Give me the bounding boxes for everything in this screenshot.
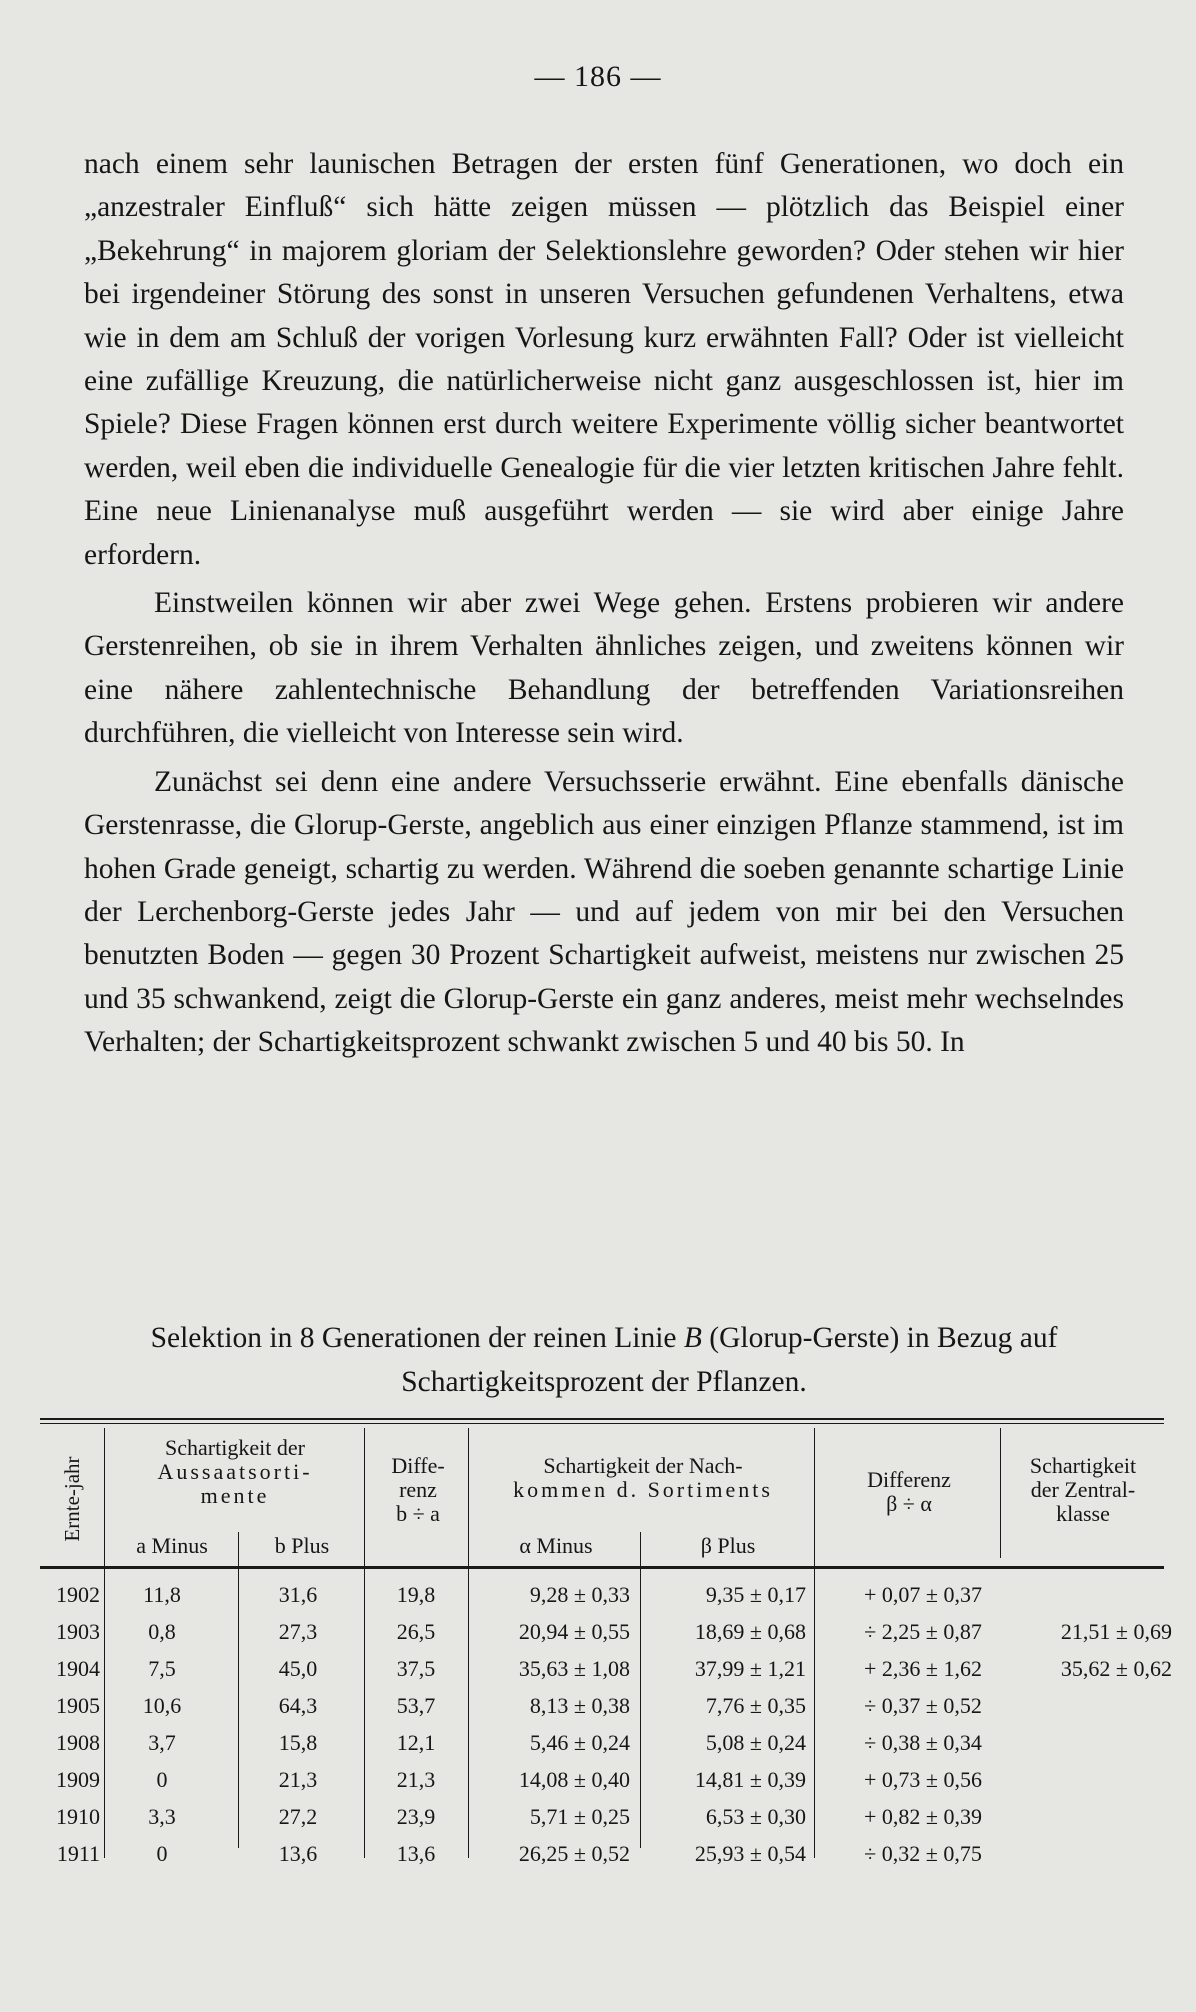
cell-difference-beta-alpha: ÷ 0,37 ± 0,52 <box>864 1693 982 1718</box>
header-year: Ernte-jahr <box>60 1456 84 1542</box>
table-header-rule <box>40 1566 1164 1569</box>
cell-b-plus: 13,6 <box>278 1841 318 1866</box>
cell-difference: 37,5 <box>396 1656 436 1681</box>
cell-difference-beta-alpha: + 0,82 ± 0,39 <box>864 1804 982 1829</box>
cell-beta-plus: 37,99 ± 1,21 <box>694 1656 806 1681</box>
cell-difference-beta-alpha: ÷ 0,38 ± 0,34 <box>864 1730 982 1755</box>
cell-beta-plus: 7,76 ± 0,35 <box>705 1693 806 1718</box>
header-beta-plus: β Plus <box>700 1533 756 1558</box>
cell-central-class: 35,62 ± 0,62 <box>1060 1656 1172 1681</box>
cell-b-plus: 27,2 <box>278 1804 318 1829</box>
cell-difference: 26,5 <box>396 1619 436 1644</box>
header-alpha-minus: α Minus <box>519 1533 593 1558</box>
cell-b-plus: 27,3 <box>278 1619 318 1644</box>
cell-beta-plus: 5,08 ± 0,24 <box>705 1730 806 1755</box>
cell-beta-plus: 14,81 ± 0,39 <box>694 1767 806 1792</box>
cell-difference-beta-alpha: ÷ 0,32 ± 0,75 <box>864 1841 982 1866</box>
header-central-class: Schartigkeit der Zentral- klasse <box>1029 1453 1137 1526</box>
cell-a-minus: 0 <box>156 1767 168 1792</box>
cell-alpha-minus: 9,28 ± 0,33 <box>529 1582 630 1607</box>
cell-alpha-minus: 5,46 ± 0,24 <box>529 1730 630 1755</box>
table-rule-top-inner <box>40 1423 1164 1424</box>
cell-alpha-minus: 35,63 ± 1,08 <box>518 1656 630 1681</box>
table-row <box>40 1613 1172 1650</box>
selection-table <box>40 1418 1172 1866</box>
table-row <box>40 1724 1164 1761</box>
table-row <box>40 1798 1164 1835</box>
cell-year: 1909 <box>56 1767 100 1792</box>
cell-difference-beta-alpha: + 0,73 ± 0,56 <box>864 1767 982 1792</box>
cell-a-minus: 0,8 <box>148 1619 176 1644</box>
cell-difference-beta-alpha: + 0,07 ± 0,37 <box>864 1582 982 1607</box>
cell-difference: 23,9 <box>396 1804 436 1829</box>
cell-alpha-minus: 5,71 ± 0,25 <box>529 1804 630 1829</box>
column-divider <box>1000 1428 1001 1558</box>
table-row <box>40 1687 1164 1724</box>
cell-year: 1905 <box>56 1693 100 1718</box>
cell-year: 1902 <box>56 1582 100 1607</box>
cell-difference-beta-alpha: ÷ 2,25 ± 0,87 <box>864 1619 982 1644</box>
cell-a-minus: 10,6 <box>142 1693 182 1718</box>
header-b-plus: b Plus <box>274 1533 330 1558</box>
cell-central-class: 21,51 ± 0,69 <box>1060 1619 1172 1644</box>
cell-a-minus: 3,3 <box>148 1804 176 1829</box>
caption-text: (Glorup-Gerste) in Bezug auf Schartigkeitsprozent der Pflanzen. <box>401 1322 1058 1398</box>
paragraph: nach einem sehr launischen Betragen der ersten fünf Generationen, wo doch ein „anzestraler Einfluß“ sich hätte zeigen müssen — plötzlich das Beispiel einer „Bekehrung“ in majorem gloriam der Selektionslehre geworden? Oder stehen wir hier bei irgendeiner Störung des sonst in unseren Versuchen gefundenen Verhaltens, etwa wie in dem am Schluß der vorigen Vorlesung kurz erwähnten Fall? Oder ist vielleicht eine zufällige Kreuzung, die natürlicherweise nicht ganz ausgeschlossen ist, hier im Spiele? Diese Fragen können erst durch weitere Experimente völlig sicher beantwortet werden, weil eben die individuelle Genealogie für die vier letzten kritischen Jahre fehlt. Eine neue Linienanalyse muß ausgeführt werden — sie wird aber einige Jahre erfordern. <box>84 148 1124 571</box>
header-offspring-group: Schartigkeit der Nach- kommen d. Sortiments <box>513 1453 773 1502</box>
cell-difference: 19,8 <box>396 1582 436 1607</box>
cell-alpha-minus: 20,94 ± 0,55 <box>518 1619 630 1644</box>
paragraph: Einstweilen können wir aber zwei Wege gehen. Erstens probieren wir andere Gerstenreihen, ob sie in ihrem Verhalten ähnliches zeigen, und zweitens können wir eine nähere zahlentechnische Behandlung der betreffenden Variationsreihen durchführen, die vielleicht von Interesse sein wird. <box>84 587 1124 750</box>
table-rule-top <box>40 1418 1164 1420</box>
table-caption <box>84 1316 1124 1404</box>
page-number: — 186 — <box>534 60 662 93</box>
cell-alpha-minus: 14,08 ± 0,40 <box>518 1767 630 1792</box>
cell-b-plus: 64,3 <box>278 1693 318 1718</box>
header-difference-beta-alpha: Differenz β ÷ α <box>867 1467 951 1516</box>
paragraph: Zunächst sei denn eine andere Versuchsserie erwähnt. Eine ebenfalls dänische Gerstenrasse, die Glorup-Gerste, angeblich aus einer einzigen Pflanze stammend, ist im hohen Grade geneigt, schartig zu werden. Während die soeben genannte schartige Linie der Lerchenborg-Gerste jedes Jahr — und auf jedem von mir bei den Versuchen benutzten Boden — gegen 30 Prozent Schartigkeit aufweist, meistens nur zwischen 25 und 35 schwankend, zeigt die Glorup-Gerste ein ganz anderes, meist mehr wechselndes Verhalten; der Schartigkeitsprozent schwankt zwischen 5 und 40 bis 50. In <box>84 765 1124 1059</box>
cell-b-plus: 15,8 <box>278 1730 318 1755</box>
table-row <box>40 1576 1164 1613</box>
cell-b-plus: 45,0 <box>278 1656 318 1681</box>
cell-beta-plus: 9,35 ± 0,17 <box>705 1582 806 1607</box>
cell-difference: 53,7 <box>396 1693 436 1718</box>
caption-line-letter: B <box>683 1322 702 1354</box>
cell-a-minus: 11,8 <box>143 1582 181 1607</box>
cell-year: 1903 <box>56 1619 100 1644</box>
cell-year: 1911 <box>56 1841 100 1866</box>
table-row <box>40 1650 1172 1687</box>
cell-alpha-minus: 8,13 ± 0,38 <box>529 1693 630 1718</box>
cell-a-minus: 7,5 <box>148 1656 176 1681</box>
cell-difference: 12,1 <box>396 1730 436 1755</box>
table-row <box>40 1761 1164 1798</box>
cell-beta-plus: 25,93 ± 0,54 <box>694 1841 806 1866</box>
header-difference: Diffe- renz b ÷ a <box>391 1453 445 1526</box>
cell-year: 1908 <box>56 1730 100 1755</box>
cell-beta-plus: 6,53 ± 0,30 <box>705 1804 806 1829</box>
cell-b-plus: 31,6 <box>278 1582 318 1607</box>
cell-year: 1910 <box>56 1804 100 1829</box>
cell-a-minus: 0 <box>156 1841 168 1866</box>
caption-text: Selektion in 8 Generationen der reinen Linie <box>150 1322 684 1354</box>
header-a-minus: a Minus <box>136 1533 208 1558</box>
cell-alpha-minus: 26,25 ± 0,52 <box>518 1841 630 1866</box>
header-sowing-group: Schartigkeit der Aussaatsorti- mente <box>157 1435 313 1508</box>
cell-difference-beta-alpha: + 2,36 ± 1,62 <box>864 1656 982 1681</box>
cell-beta-plus: 18,69 ± 0,68 <box>694 1619 806 1644</box>
cell-year: 1904 <box>56 1656 100 1681</box>
cell-difference: 13,6 <box>396 1841 436 1866</box>
cell-a-minus: 3,7 <box>148 1730 176 1755</box>
cell-difference: 21,3 <box>396 1767 436 1792</box>
body-text <box>84 143 1124 1070</box>
cell-b-plus: 21,3 <box>278 1767 318 1792</box>
table-row <box>40 1835 1164 1872</box>
